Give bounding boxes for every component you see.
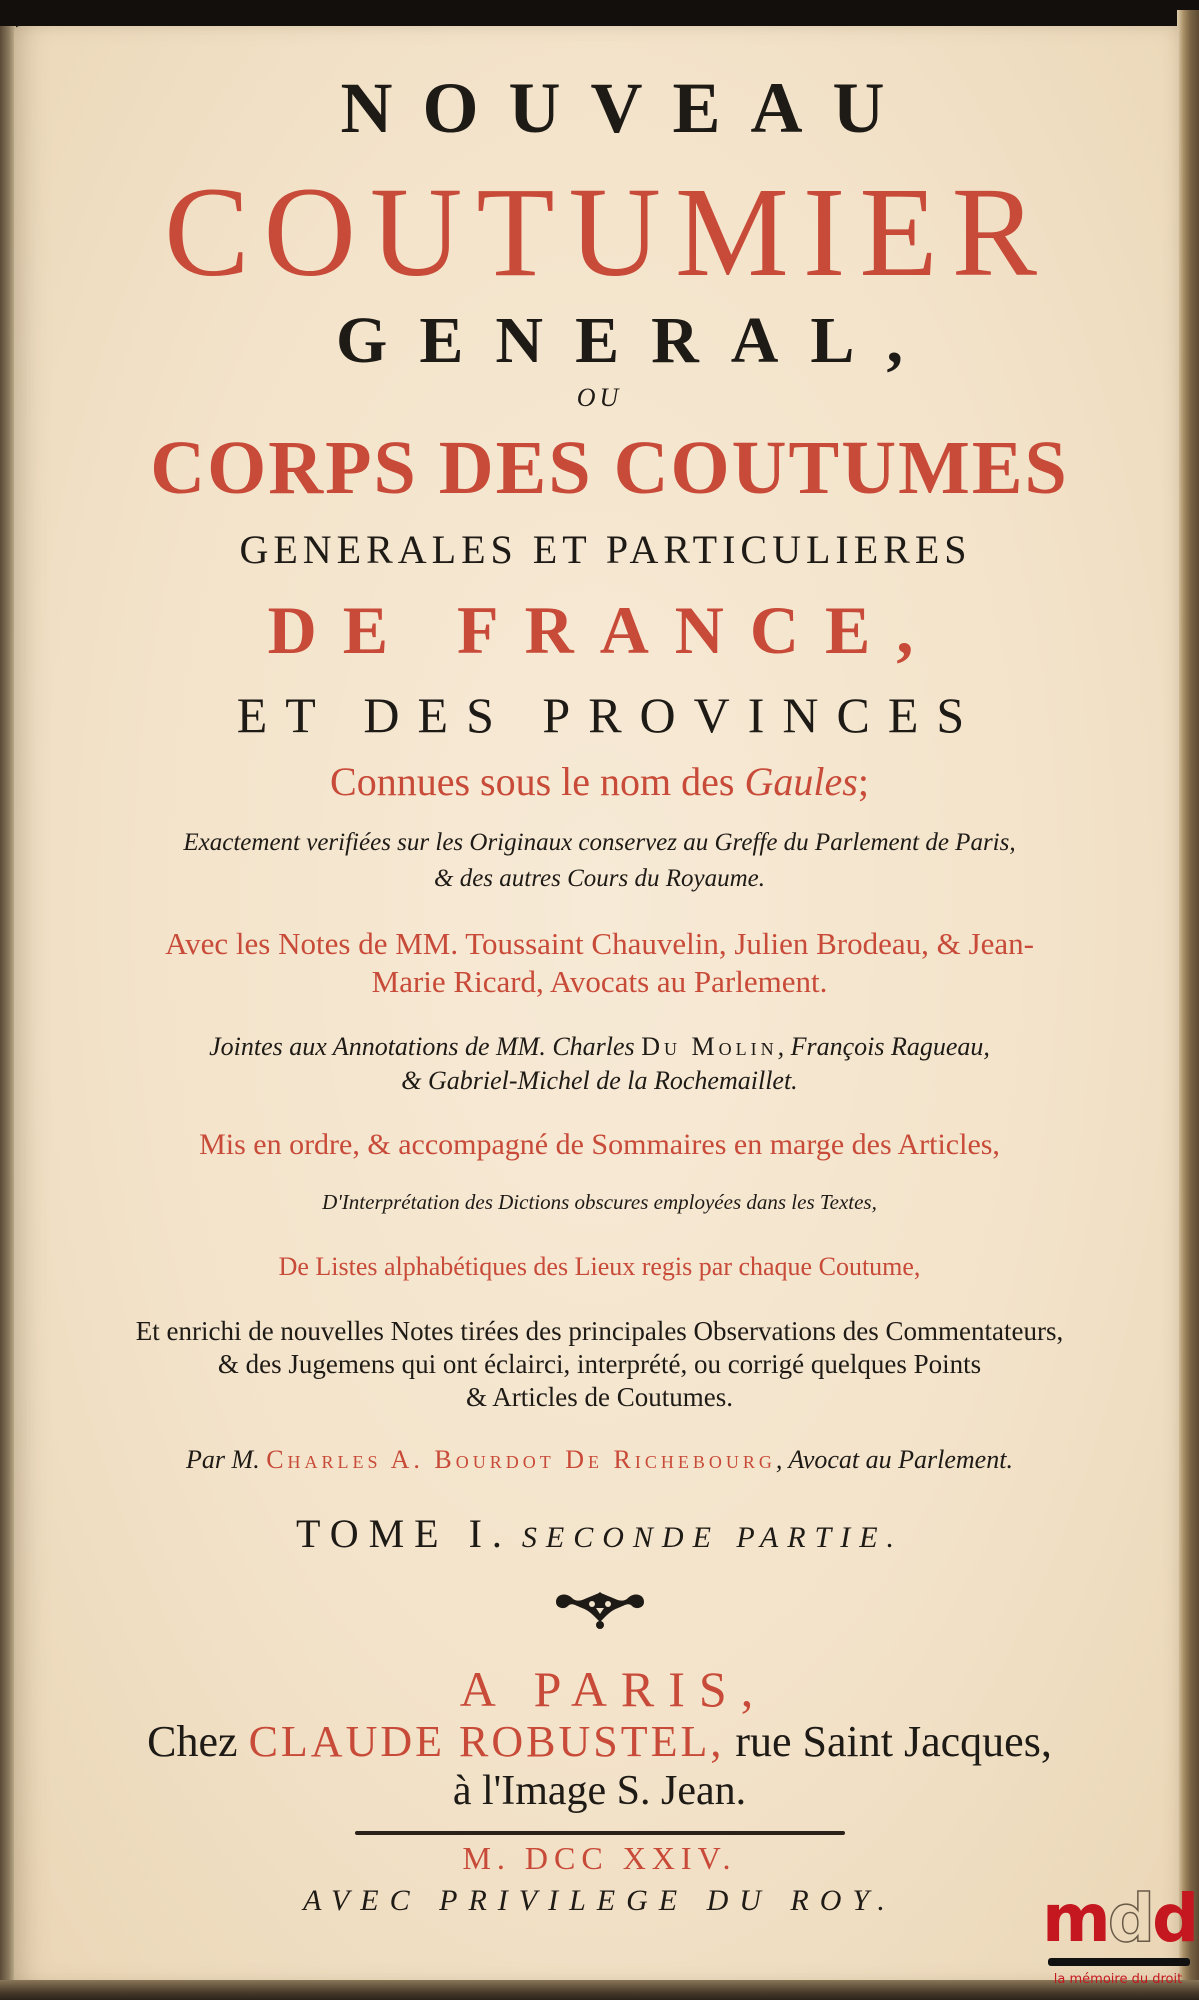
imprint-date: M. DCC XXIV. [462,1840,737,1876]
jointes-line-1 [0,1034,1199,1060]
title-general: GENERAL, [336,304,935,377]
divider-rule [355,1831,845,1835]
imprint-city: A PARIS, [459,1661,768,1717]
exactement-line-1: Exactement verifiées sur les Originaux conservez au Greffe du Parlement de Paris, [183,829,1016,856]
imprint-publisher: CLAUDE ROBUSTEL, [248,1717,725,1766]
jointes-text-c: , François Ragueau, [777,1032,990,1061]
connues-line [0,759,1199,804]
volume-line [0,1511,1199,1556]
author-suffix: , Avocat au Parlement. [775,1445,1013,1474]
imprint-chez: Chez [147,1717,249,1766]
mdd-watermark-logo [1042,1880,1197,2000]
du-molin-name: Du Molin [641,1032,778,1061]
subtitle-generales: GENERALES ET PARTICULIERES [239,527,972,572]
title-nouveau: NOUVEAU [340,68,915,148]
listes-line: De Listes alphabétiques des Lieux regis par chaque Coutume, [278,1252,921,1281]
mdd-logo-icon: mdd [1042,1880,1197,1957]
connues-text: Connues sous le nom des [330,759,745,804]
enrichi-line-3: & Articles de Coutumes. [466,1382,733,1412]
jointes-line-2: & Gabriel-Michel de la Rochemaillet. [401,1066,798,1095]
imprint-address: rue Saint Jacques, [724,1717,1052,1766]
author-name: Charles A. Bourdot De Richebourg [266,1445,776,1474]
fleuron-ornament-icon [552,1588,648,1630]
fleuron-ornament-icon [0,1588,1199,1628]
logo-tagline: la mémoire du droit [1053,1972,1183,1987]
tome-label: TOME I. [295,1511,512,1556]
subtitle-provinces: ET DES PROVINCES [236,687,983,743]
subtitle-corps-des-coutumes: CORPS DES COUTUMES [150,426,1069,510]
imprint-rule [0,1823,1199,1827]
book-bottom-edge [0,1980,1199,2000]
book-top-edge [0,0,1199,26]
mis-en-ordre-line: Mis en ordre, & accompagné de Sommaires en marge des Articles, [199,1128,1000,1161]
author-prefix: Par M. [186,1445,267,1474]
partie-label: SECONDE PARTIE. [521,1521,904,1554]
exactement-line-2: & des autres Cours du Royaume. [434,865,765,892]
gaules-italic: Gaules [744,759,858,804]
imprint-publisher-line [0,1717,1199,1766]
subtitle-de-france: DE FRANCE, [267,592,940,668]
author-line [0,1447,1199,1473]
imprint-sign: à l'Image S. Jean. [452,1768,747,1814]
imprint-privilege: AVEC PRIVILEGE DU ROY. [303,1884,896,1917]
enrichi-line-2: & des Jugemens qui ont éclairci, interprété, ou corrigé quelques Points [217,1349,982,1379]
logo-underline [1048,1958,1190,1966]
title-coutumier: COUTUMIER [164,161,1051,303]
conjunction-ou: OU [576,383,623,412]
avec-notes-line-1: Avec les Notes de MM. Toussaint Chauvelin, Julien Brodeau, & Jean- [165,926,1034,961]
enrichi-line-1: Et enrichi de nouvelles Notes tirées des principales Observations des Commentateurs, [135,1316,1064,1346]
interpretation-line: D'Interprétation des Dictions obscures employées dans les Textes, [322,1190,877,1214]
avec-notes-line-2: Marie Ricard, Avocats au Parlement. [371,964,828,999]
connues-end: ; [857,759,869,804]
jointes-text-a: Jointes aux Annotations de MM. Charles [209,1032,642,1061]
